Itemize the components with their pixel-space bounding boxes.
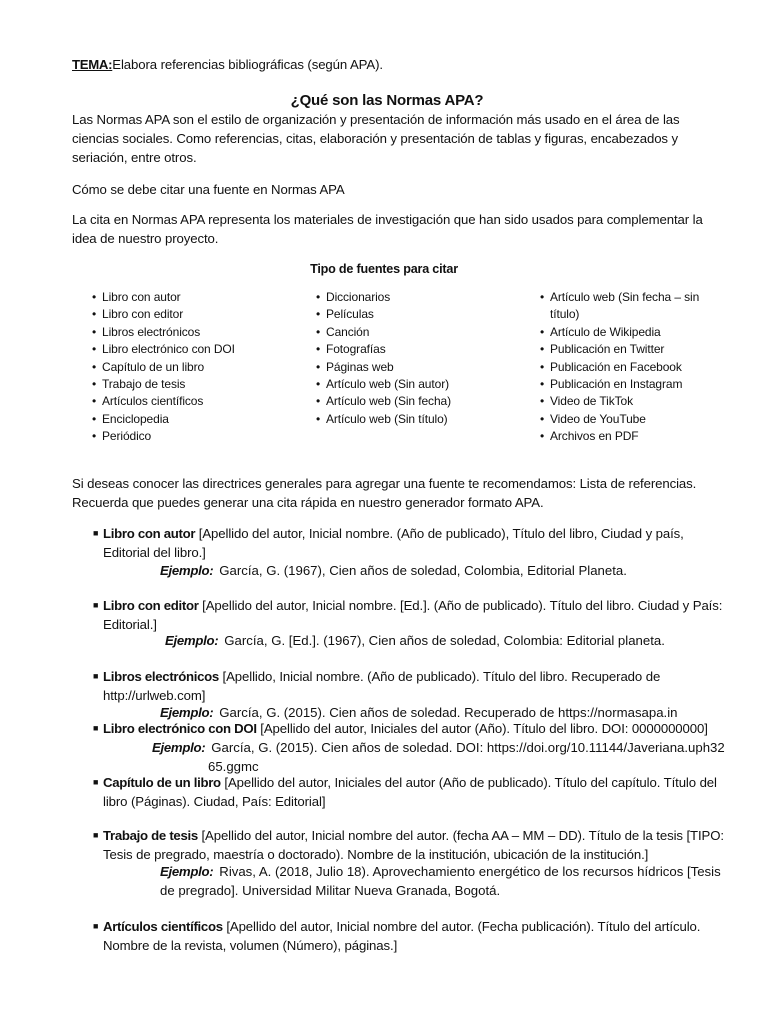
intro-line: Las Normas APA son el estilo de organización y presentación de información más usado en el área de las [72, 112, 680, 127]
ejemplo-libro-con-editor [165, 631, 665, 650]
ejemplo-trabajo-tesis [160, 862, 721, 900]
list-item: • Trabajo de tesis [92, 376, 235, 393]
directrices-line: Recuerda que puedes generar una cita rápida en nuestro generador formato APA. [72, 495, 544, 510]
list-item: • Artículo web (Sin título) [316, 411, 451, 428]
ejemplo-text: García, G. [Ed.]. (1967), Cien años de soledad, Colombia: Editorial planeta. [224, 633, 665, 648]
tema-text: Elabora referencias bibliográficas (según APA). [112, 57, 383, 72]
ref-format: [Apellido del autor, Inicial nombre del autor. (Fecha publicación). Título del artículo. [222, 919, 701, 934]
ejemplo-text: García, G. (2015). Cien años de soledad. DOI: https://doi.org/10.11144/Javeriana.uph32 [211, 740, 725, 755]
ref-libro-con-autor [93, 524, 684, 562]
ref-format-cont: Editorial del libro.] [103, 545, 206, 560]
ref-libro-electronico-doi [93, 719, 708, 738]
ref-term: Trabajo de tesis [103, 828, 198, 843]
square-bullet-icon: ■ [93, 777, 99, 787]
tema-label: TEMA: [72, 57, 113, 72]
sources-column-3 [540, 289, 705, 446]
list-item: • Artículo web (Sin fecha – sin título) [540, 289, 705, 324]
list-item: • Artículos científicos [92, 393, 235, 410]
directrices-line: Si deseas conocer las directrices generales para agregar una fuente te recomendamos: Lista de referencias. [72, 476, 697, 491]
ejemplo-text: García, G. (1967), Cien años de soledad, Colombia, Editorial Planeta. [219, 563, 627, 578]
list-item: • Páginas web [316, 359, 451, 376]
sources-column-2 [316, 289, 451, 428]
intro-line: ciencias sociales. Como referencias, citas, elaboración y presentación de tablas y figuras, encabezados y [72, 131, 678, 146]
ejemplo-libro-electronico-doi [152, 738, 725, 776]
ejemplo-text-cont: 65.ggmc [208, 759, 259, 774]
ref-term: Libro electrónico con DOI [103, 721, 257, 736]
tema-line [72, 55, 383, 74]
ejemplo-label: Ejemplo: [160, 864, 214, 879]
list-item: • Video de TikTok [540, 393, 705, 410]
cita-line: idea de nuestro proyecto. [72, 231, 219, 246]
directrices-paragraph [72, 474, 696, 512]
ref-term: Capítulo de un libro [103, 775, 221, 790]
cita-paragraph [72, 210, 703, 248]
ejemplo-libro-con-autor [160, 561, 627, 580]
ref-format-cont: Editorial.] [103, 617, 157, 632]
list-item: • Libro electrónico con DOI [92, 341, 235, 358]
ref-term: Libros electrónicos [103, 669, 219, 684]
ejemplo-label: Ejemplo: [165, 633, 219, 648]
ejemplo-text: Rivas, A. (2018, Julio 18). Aprovechamiento energético de los recursos hídricos [Tesis [219, 864, 721, 879]
list-item: • Publicación en Instagram [540, 376, 705, 393]
square-bullet-icon: ■ [93, 600, 99, 610]
ref-format: [Apellido del autor, Inicial nombre. [Ed.]. (Año de publicado). Título del libro. Ciudad y País: [198, 598, 723, 613]
ref-format: [Apellido del autor, Iniciales del autor (Año de publicado). Título del capítulo. Título del [220, 775, 717, 790]
square-bullet-icon: ■ [93, 830, 99, 840]
ref-format-cont: libro (Páginas). Ciudad, País: Editorial] [103, 794, 326, 809]
ref-format: [Apellido del autor, Inicial nombre del autor. (fecha AA – MM – DD). Título de la tesis [TIPO: [197, 828, 724, 843]
ejemplo-text: García, G. (2015). Cien años de soledad. Recuperado de https://normasapa.in [219, 705, 678, 720]
ref-format: [Apellido del autor, Inicial nombre. (Año de publicado), Título del libro, Ciudad y país, [195, 526, 684, 541]
ref-format-cont: http://urlweb.com] [103, 688, 206, 703]
list-item: • Artículo de Wikipedia [540, 324, 705, 341]
list-item: • Publicación en Twitter [540, 341, 705, 358]
sources-column-1 [92, 289, 235, 446]
square-bullet-icon: ■ [93, 528, 99, 538]
ejemplo-label: Ejemplo: [160, 705, 214, 720]
ref-format-cont: Tesis de pregrado, maestría o doctorado). Nombre de la institución, ubicación de la institución.] [103, 847, 649, 862]
ref-libro-con-editor [93, 596, 723, 634]
ejemplo-text-cont: de pregrado]. Universidad Militar Nueva Granada, Bogotá. [160, 883, 501, 898]
ref-format: [Apellido del autor, Iniciales del autor (Año). Título del libro. DOI: 0000000000] [256, 721, 708, 736]
tipos-heading: Tipo de fuentes para citar [310, 262, 458, 276]
list-item: • Películas [316, 306, 451, 323]
intro-line: seriación, entre otros. [72, 150, 197, 165]
list-item: • Periódico [92, 428, 235, 445]
list-item: • Artículo web (Sin autor) [316, 376, 451, 393]
list-item: • Artículo web (Sin fecha) [316, 393, 451, 410]
ejemplo-label: Ejemplo: [152, 740, 206, 755]
como-citar-text: Cómo se debe citar una fuente en Normas APA [72, 182, 345, 197]
ref-term: Libro con autor [103, 526, 196, 541]
list-item: • Libro con autor [92, 289, 235, 306]
square-bullet-icon: ■ [93, 723, 99, 733]
list-item: • Publicación en Facebook [540, 359, 705, 376]
ref-articulos-cientificos [93, 917, 701, 955]
cita-line: La cita en Normas APA representa los materiales de investigación que han sido usados para complementar la [72, 212, 703, 227]
list-item: • Video de YouTube [540, 411, 705, 428]
list-item: • Canción [316, 324, 451, 341]
ejemplo-label: Ejemplo: [160, 563, 214, 578]
ref-term: Libro con editor [103, 598, 199, 613]
square-bullet-icon: ■ [93, 671, 99, 681]
square-bullet-icon: ■ [93, 921, 99, 931]
ref-libros-electronicos [93, 667, 661, 705]
list-item: • Archivos en PDF [540, 428, 705, 445]
list-item: • Capítulo de un libro [92, 359, 235, 376]
ref-format: [Apellido, Inicial nombre. (Año de publicado). Título del libro. Recuperado de [218, 669, 661, 684]
page-title: ¿Qué son las Normas APA? [290, 92, 484, 109]
ref-term: Artículos científicos [103, 919, 223, 934]
ref-capitulo-libro [93, 773, 717, 811]
ref-format-cont: Nombre de la revista, volumen (Número), páginas.] [103, 938, 398, 953]
list-item: • Diccionarios [316, 289, 451, 306]
ref-trabajo-tesis [93, 826, 724, 864]
intro-paragraph [72, 110, 680, 167]
list-item: • Libro con editor [92, 306, 235, 323]
list-item: • Enciclopedia [92, 411, 235, 428]
list-item: • Fotografías [316, 341, 451, 358]
list-item: • Libros electrónicos [92, 324, 235, 341]
